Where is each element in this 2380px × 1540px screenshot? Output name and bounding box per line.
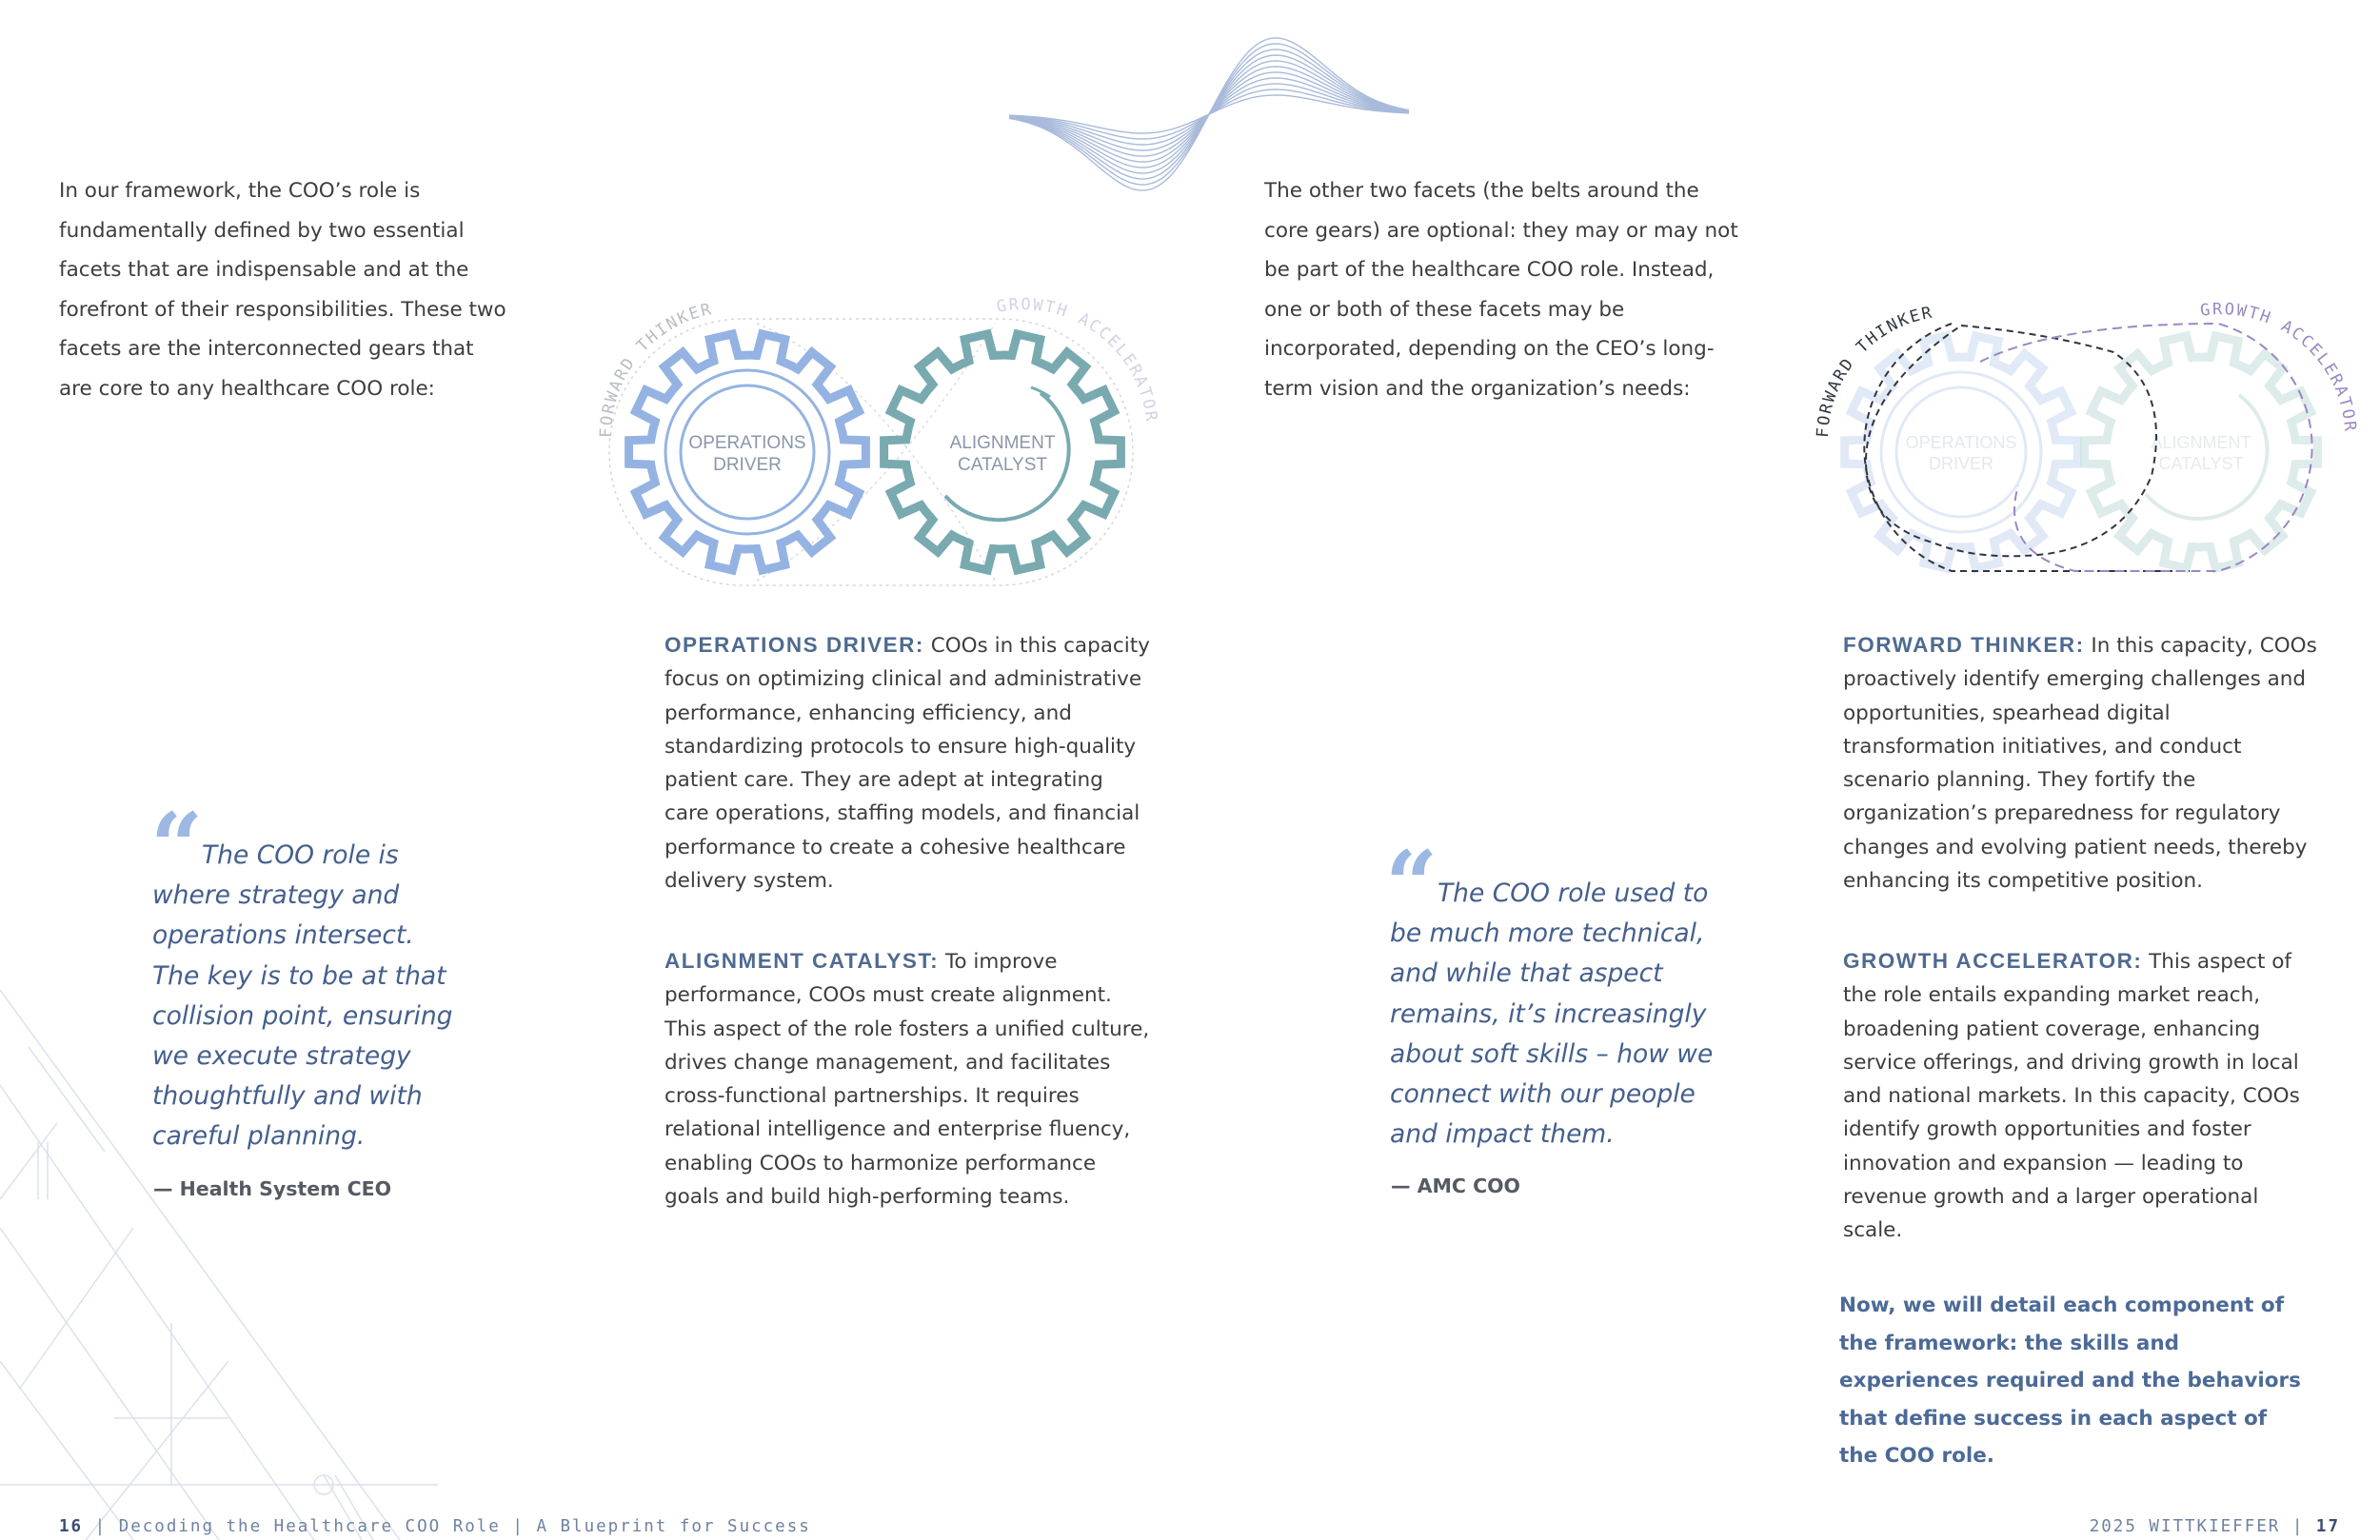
belts-diagram bbox=[1809, 295, 2361, 600]
alignment-catalyst-text: To improve performance, COOs must create alignment. This aspect of the role fosters a unified culture, drives change management, and facilitates cross-functional partnerships. It requires relational intelligence and enterprise fluency, enabling COOs to harmonize performance goals and build high-performing teams. bbox=[664, 950, 1150, 1210]
quote-mark-icon-right: “ bbox=[1385, 831, 1438, 938]
footer-subtitle: A Blueprint for Success bbox=[536, 1517, 811, 1536]
forward-thinker-section bbox=[1843, 628, 2319, 898]
footer-brand: 2025 WITTKIEFFER bbox=[2089, 1517, 2281, 1536]
arc-label-growth-accelerator: GROWTH ACCELERATOR bbox=[995, 295, 1161, 424]
left-footer: 16 | Decoding the Healthcare COO Role | A Blueprint for Success bbox=[59, 1517, 811, 1536]
right-quote-text: The COO role used to be much more technical, and while that aspect remains, it’s increasingly about soft skills – how we connect with our people and impact them. bbox=[1390, 879, 1714, 1150]
right-quote-attribution: — AMC COO bbox=[1391, 1175, 1520, 1197]
alignment-catalyst-section bbox=[664, 944, 1150, 1214]
growth-accelerator-term: GROWTH ACCELERATOR: bbox=[1843, 949, 2143, 973]
operations-driver-section bbox=[664, 628, 1150, 898]
growth-accelerator-text: This aspect of the role entails expanding market reach, broadening patient coverage, enhancing service offerings, and driving growth in local and national markets. In this capacity, COOs identify growth opportunities and foster innovation and expansion — leading to revenue growth and a larger operational scale. bbox=[1843, 950, 2300, 1243]
left-quote-text: The COO role is where strategy and operations intersect. The key is to be at that collision point, ensuring we execute strategy thoughtfully and with careful planning. bbox=[152, 840, 453, 1152]
gear-label-align-line1: ALIGNMENT bbox=[949, 433, 1056, 453]
alignment-catalyst-term: ALIGNMENT CATALYST: bbox=[664, 949, 940, 973]
quote-mark-icon-left: “ bbox=[150, 793, 204, 900]
forward-thinker-term: FORWARD THINKER: bbox=[1843, 633, 2085, 657]
wave-line bbox=[1009, 38, 1409, 190]
operations-driver-term: OPERATIONS DRIVER: bbox=[664, 633, 924, 657]
arc-label-forward-thinker: FORWARD THINKER bbox=[596, 299, 715, 439]
operations-driver-text: COOs in this capacity focus on optimizing clinical and administrative performance, enhancing efficiency, and standardizing protocols to ensure high-quality patient care. They are adept at integrating care operations, staffing models, and financial performance to create a cohesive healthcare delivery system. bbox=[664, 634, 1150, 894]
belt-label-forward-thinker: FORWARD THINKER bbox=[1813, 303, 1935, 439]
belt-label-growth-accelerator: GROWTH ACCELERATOR bbox=[2199, 300, 2360, 434]
faded-align-gear bbox=[2085, 336, 2318, 568]
gear-label-ops-line2: DRIVER bbox=[713, 455, 782, 475]
faded-ops-gear bbox=[1845, 336, 2078, 568]
right-footer: 2025 WITTKIEFFER | 17 bbox=[2089, 1517, 2340, 1536]
right-page-number: 17 bbox=[2315, 1517, 2340, 1536]
core-gears-diagram bbox=[590, 295, 1161, 600]
faded-gear-label-align-line2: CATALYST bbox=[2158, 454, 2244, 473]
growth-accelerator-section bbox=[1843, 944, 2319, 1248]
operations-driver-gear bbox=[629, 334, 866, 570]
closing-paragraph: Now, we will detail each component of the framework: the skills and experiences required and the behaviors that define success in each aspect of the COO role. bbox=[1839, 1293, 2301, 1468]
faded-gear-label-ops-line1: OPERATIONS bbox=[1905, 433, 2017, 452]
alignment-catalyst-gear bbox=[884, 334, 1121, 570]
left-intro-paragraph: In our framework, the COO’s role is fundamentally defined by two essential facets that are indispensable and at the forefront of their responsibilities. These two facets are the interconnected gears that are core to any healthcare COO role: bbox=[59, 179, 506, 401]
gear-label-ops-line1: OPERATIONS bbox=[688, 433, 806, 453]
left-quote-attribution: — Health System CEO bbox=[153, 1177, 392, 1200]
faded-gear-label-ops-line2: DRIVER bbox=[1928, 454, 1994, 473]
faded-gear-label-align-line1: ALIGNMENT bbox=[2151, 433, 2251, 452]
left-page-number: 16 bbox=[59, 1517, 84, 1536]
footer-title: Decoding the Healthcare COO Role bbox=[118, 1517, 501, 1536]
forward-thinker-text: In this capacity, COOs proactively identify emerging challenges and opportunities, spearhead digital transformation initiatives, and conduct scenario planning. They fortify the organization’s preparedness for regulatory changes and evolving patient needs, thereby enhancing its competitive position. bbox=[1843, 634, 2317, 894]
gear-label-align-line2: CATALYST bbox=[958, 455, 1047, 475]
right-intro-paragraph: The other two facets (the belts around the core gears) are optional: they may or may not be part of the healthcare COO role. Instead, one or both of these facets may be incorporated, depending on the CEO’s long-term vision and the organization’s needs: bbox=[1264, 179, 1738, 401]
